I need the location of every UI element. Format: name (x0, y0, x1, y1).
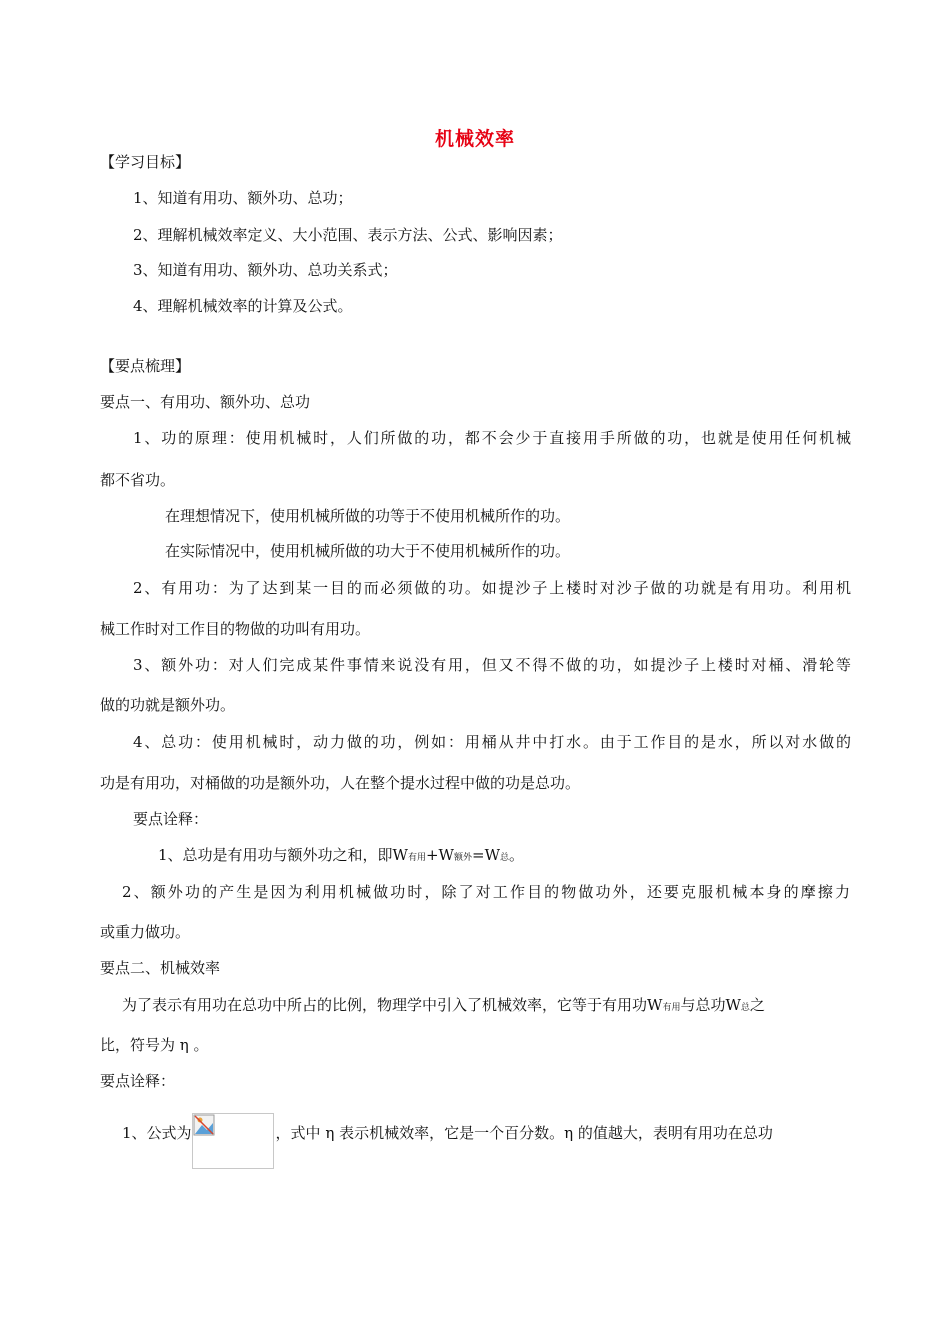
paragraph-line: 都不省功。 (100, 471, 176, 489)
paragraph-line: 做的功就是额外功。 (100, 696, 236, 714)
explain-text: 。 (509, 846, 525, 864)
points-heading: 【要点梳理】 (100, 357, 191, 375)
paragraph-line: 或重力做功。 (100, 923, 191, 941)
definition-text: 之 (749, 996, 765, 1014)
subscript: 总 (500, 853, 510, 863)
subscript: 额外 (453, 853, 472, 863)
explain-heading: 要点诠释： (133, 810, 209, 828)
explain-heading: 要点诠释： (100, 1072, 176, 1090)
symbol-w: W (725, 996, 741, 1014)
symbol-w: W (392, 846, 408, 864)
definition-text: 与总功 (680, 996, 726, 1014)
paragraph-line: 比，符号为 η 。 (100, 1036, 209, 1054)
explain-text: 1、总功是有用功与额外功之和，即 (158, 846, 393, 864)
formula-line (122, 1123, 773, 1169)
paragraph-line: 在理想情况下，使用机械所做的功等于不使用机械所作的功。 (165, 507, 571, 525)
definition-text: 为了表示有用功在总功中所占的比例，物理学中引入了机械效率，它等于有用功 (122, 996, 648, 1014)
paragraph-line: 功是有用功，对桶做的功是额外功，人在整个提水过程中做的功是总功。 (100, 774, 581, 792)
subscript: 总 (740, 1003, 750, 1013)
symbol-w: +W (425, 846, 454, 864)
goal-item: 4、理解机械效率的计算及公式。 (133, 297, 353, 315)
definition-line (122, 995, 765, 1018)
point1-heading: 要点一、有用功、额外功、总功 (100, 393, 311, 411)
formula-image (192, 1113, 274, 1169)
symbol-w: =W (472, 846, 500, 864)
point2-heading: 要点二、机械效率 (100, 959, 221, 977)
formula-text: ，式中 η 表示机械效率，它是一个百分数。η 的值越大，表明有用功在总功 (275, 1124, 773, 1142)
paragraph-line: 2、有用功：为了达到某一目的而必须做的功。如提沙子上楼时对沙子做的功就是有用功。利用机 (133, 579, 851, 597)
goal-item: 2、理解机械效率定义、大小范围、表示方法、公式、影响因素； (133, 226, 563, 244)
paragraph-line: 械工作时对工作目的物做的功叫有用功。 (100, 620, 371, 638)
paragraph-line: 在实际情况中，使用机械所做的功大于不使用机械所作的功。 (165, 542, 571, 560)
subscript: 有用 (407, 853, 426, 863)
formula-text: 1、公式为 (122, 1124, 192, 1142)
broken-image-icon (193, 1114, 215, 1136)
paragraph-line: 1、功的原理：使用机械时，人们所做的功，都不会少于直接用手所做的功，也就是使用任何机械 (133, 429, 851, 447)
subscript: 有用 (662, 1003, 681, 1013)
symbol-w: W (647, 996, 663, 1014)
page-title: 机械效率 (434, 128, 515, 150)
paragraph-line: 4、总功：使用机械时，动力做的功，例如：用桶从井中打水。由于工作目的是水，所以对水做的 (133, 733, 851, 751)
paragraph-line: 3、额外功：对人们完成某件事情来说没有用，但又不得不做的功，如提沙子上楼时对桶、滑轮等 (133, 656, 851, 674)
goal-item: 1、知道有用功、额外功、总功； (133, 189, 353, 207)
goal-item: 3、知道有用功、额外功、总功关系式； (133, 261, 398, 279)
paragraph-line: 2、额外功的产生是因为利用机械做功时，除了对工作目的物做功外，还要克服机械本身的摩擦力 (122, 883, 850, 901)
goals-heading: 【学习目标】 (100, 153, 191, 171)
explain-item-total-work (158, 845, 524, 868)
